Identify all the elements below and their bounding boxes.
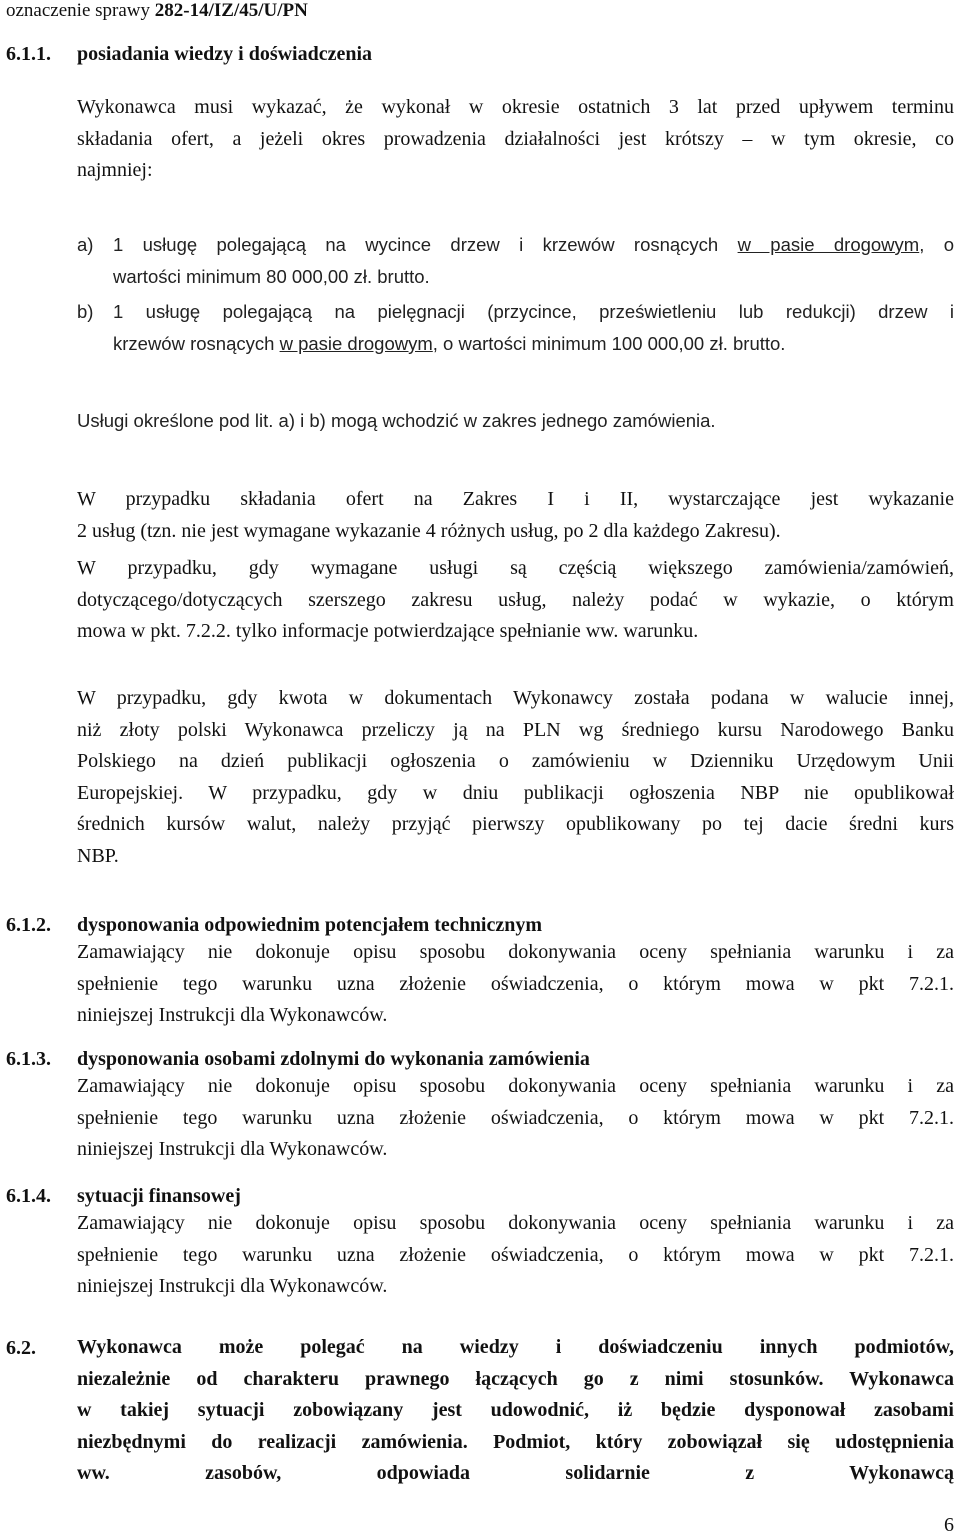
text-line: Zamawiający nie dokonuje opisu sposobu dokonywania oceny spełniania warunku i za	[77, 1212, 954, 1234]
note-paragraph	[77, 553, 954, 648]
section-number-62: 6.2.	[6, 1337, 36, 1359]
text-line: dotyczącego/dotyczących szerszego zakresu usług, należy podać w wykazie, o którym	[77, 588, 954, 611]
text-line: średnich kursów walut, należy przyjąć pierwszy opublikowany po tej dacie średni kurs	[77, 813, 954, 835]
text-line: spełnienie tego warunku uzna złożenie oświadczenia, o którym mowa w pkt 7.2.1.	[77, 972, 954, 995]
document-header	[6, 0, 308, 22]
text-line: W przypadku składania ofert na Zakres I i II, wystarczające jest wykazanie	[77, 488, 954, 510]
text-line: Usługi określone pod lit. a) i b) mogą wchodzić w zakres jednego zamówienia.	[77, 410, 716, 431]
text-line: Zamawiający nie dokonuje opisu sposobu dokonywania oceny spełniania warunku i za	[77, 941, 954, 963]
text-line: niniejszej Instrukcji dla Wykonawców.	[77, 1275, 388, 1297]
list-item-a	[77, 229, 954, 293]
text-line: wartości minimum 80 000,00 zł. brutto.	[113, 266, 430, 287]
text-line: spełnienie tego warunku uzna złożenie oświadczenia, o którym mowa w pkt 7.2.1.	[77, 1243, 954, 1266]
list-label: b)	[77, 301, 94, 322]
underlined-text: w pasie drogowym	[279, 333, 433, 354]
text-line: mowa w pkt. 7.2.2. tylko informacje potwierdzające spełnianie ww. warunku.	[77, 620, 699, 642]
text-line: niniejszej Instrukcji dla Wykonawców.	[77, 1004, 388, 1026]
header-prefix: oznaczenie sprawy	[6, 0, 155, 21]
text-line: Wykonawca musi wykazać, że wykonał w okresie ostatnich 3 lat przed upływem terminu	[77, 96, 954, 118]
text-line: W przypadku, gdy kwota w dokumentach Wykonawcy została podana w walucie innej,	[77, 687, 954, 709]
note-paragraph	[77, 405, 954, 437]
text-line: spełnienie tego warunku uzna złożenie oświadczenia, o którym mowa w pkt 7.2.1.	[77, 1106, 954, 1129]
section-body-612	[77, 937, 954, 1032]
section-body-62	[77, 1332, 954, 1490]
text-line: niż złoty polski Wykonawca przeliczy ją na PLN wg średniego kursu Narodowego Banku	[77, 718, 954, 741]
page-number: 6	[944, 1514, 954, 1536]
section-number-611: 6.1.1.	[6, 43, 51, 65]
section-title-612: dysponowania odpowiednim potencjałem technicznym	[77, 914, 543, 936]
section-title-611: posiadania wiedzy i doświadczenia	[77, 43, 373, 65]
text-line: składania ofert, a jeżeli okres prowadzenia działalności jest krótszy – w tym okresie, co	[77, 127, 954, 150]
text-line: Wykonawca może polegać na wiedzy i doświadczeniu innych podmiotów,	[77, 1336, 954, 1358]
text-line: 2 usług (tzn. nie jest wymagane wykazanie 4 różnych usług, po 2 dla każdego Zakresu).	[77, 519, 781, 542]
note-paragraph	[77, 484, 954, 547]
text-line: NBP.	[77, 844, 119, 867]
text-line: niezależnie od charakteru prawnego łączących go z nimi stosunków. Wykonawca	[77, 1367, 954, 1390]
text-line: 1 usługę polegającą na wycince drzew i krzewów rosnących w pasie drogowym, o	[113, 234, 954, 255]
text-line: niezbędnymi do realizacji zamówienia. Podmiot, który zobowiązał się udostępnienia	[77, 1430, 954, 1453]
text-line: niniejszej Instrukcji dla Wykonawców.	[77, 1138, 388, 1160]
text-line: Zamawiający nie dokonuje opisu sposobu dokonywania oceny spełniania warunku i za	[77, 1075, 954, 1097]
text-line: krzewów rosnących w pasie drogowym, o wartości minimum 100 000,00 zł. brutto.	[113, 333, 786, 354]
intro-paragraph	[77, 92, 954, 187]
section-number-614: 6.1.4.	[6, 1185, 51, 1207]
section-title-613: dysponowania osobami zdolnymi do wykonania zamówienia	[77, 1048, 590, 1070]
note-paragraph	[77, 683, 954, 872]
section-title-614: sytuacji finansowej	[77, 1185, 241, 1207]
text-line: ww. zasobów, odpowiada solidarnie z Wykonawcą	[77, 1462, 954, 1484]
text-line: W przypadku, gdy wymagane usługi są częścią większego zamówienia/zamówień,	[77, 557, 954, 579]
section-body-614	[77, 1208, 954, 1303]
list-label: a)	[77, 234, 94, 255]
text-line: Polskiego na dzień publikacji ogłoszenia o zamówieniu w Dzienniku Urzędowym Unii	[77, 750, 954, 772]
text-line: 1 usługę polegającą na pielęgnacji (przycince, prześwietleniu lub redukcji) drzew i	[113, 301, 954, 322]
section-number-612: 6.1.2.	[6, 914, 51, 936]
case-reference: 282-14/IZ/45/U/PN	[154, 0, 308, 21]
text-line: w takiej sytuacji zobowiązany jest udowodnić, iż będzie dysponował zasobami	[77, 1399, 954, 1421]
text-line: Europejskiej. W przypadku, gdy w dniu publikacji ogłoszenia NBP nie opublikował	[77, 781, 954, 804]
section-number-613: 6.1.3.	[6, 1048, 51, 1070]
list-item-b	[77, 296, 954, 360]
underlined-text: w pasie drogowym	[737, 234, 920, 255]
section-body-613	[77, 1071, 954, 1166]
text-line: najmniej:	[77, 159, 153, 181]
